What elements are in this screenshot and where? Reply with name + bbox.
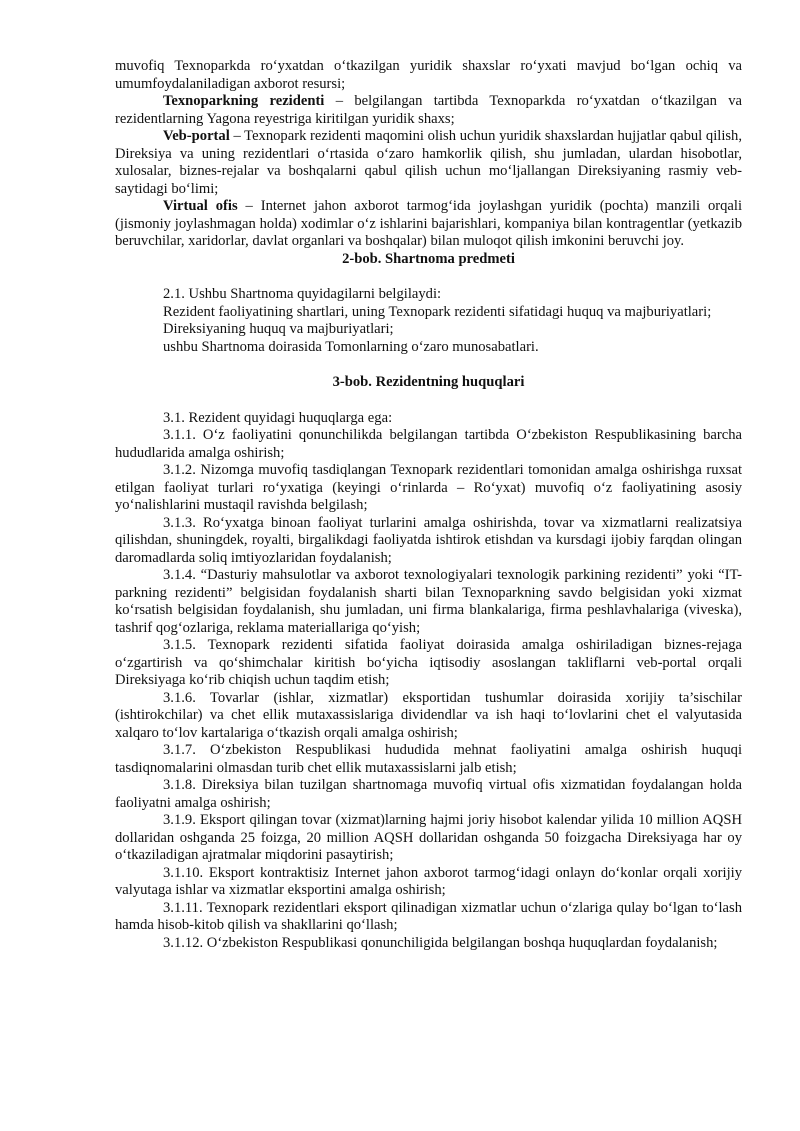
chapter-3-heading: 3-bob. Rezidentning huquqlari [332, 374, 525, 390]
clause-2-1-item: Direksiyaning huquq va majburiyatlari; [163, 321, 394, 337]
definition-term: Virtual ofis [163, 198, 238, 214]
definition-text: – belgilangan tartibda Texnoparkda ro‘yxatdan o‘tkazilgan va rezidentlarning Yagona reyestriga kiritilgan yuridik shaxs; [115, 93, 742, 127]
clause-3-1-5: 3.1.5. Texnopark rezidenti sifatida faoliyat doirasida amalga oshiriladigan biznes-rejaga o‘zgartirish va qo‘shimchalar kiritish bo‘yicha iqtisodiy asoslangan takliflarni veb-portal orqali Direksiyaga ko‘rib chiqish uchun taqdim etish; [115, 637, 742, 688]
clause-3-1-4: 3.1.4. “Dasturiy mahsulotlar va axborot texnologiyalari texnologik parkining rezidenti” yoki “IT-parkning rezidenti” belgisidan foydalanish sharti bilan Texnoparkning savdo belgisidan yoki xizmat ko‘rsatish belgisidan foydalanish, shu jumladan, uni firma blankalariga, firma peshlavhalariga (viveska), tashrif qog‘ozlariga, reklama materiallariga qo‘yish; [115, 567, 742, 636]
intro-continuation: muvofiq Texnoparkda ro‘yxatdan o‘tkazilgan yuridik shaxslar ro‘yxati mavjud bo‘lgan ochiq va umumfoydalaniladigan axborot resursi; [115, 58, 742, 92]
clause-2-1: 2.1. Ushbu Shartnoma quyidagilarni belgilaydi: [163, 286, 442, 302]
clause-3-1-2: 3.1.2. Nizomga muvofiq tasdiqlangan Texnopark rezidentlari tomonidan amalga oshirishga ruxsat etilgan faoliyat turlari ro‘yxatiga (keyingi o‘rinlarda – Ro‘yxat) muvofiq o‘z faoliyatining asosiy yo‘nalishlarini mustaqil ravishda belgilash; [115, 462, 742, 513]
clause-3-1-9: 3.1.9. Eksport qilingan tovar (xizmat)larning hajmi joriy hisobot kalendar yilida 10 million AQSH dollaridan oshganda 25 foizga, 20 million AQSH dollaridan oshganda 50 foizgacha Direksiyaga har oy o‘tkaziladigan ajratmalar miqdorini pasaytirish; [115, 812, 742, 863]
clause-3-1-11: 3.1.11. Texnopark rezidentlari eksport qilinadigan xizmatlar uchun o‘zlariga qulay bo‘lgan to‘lash hamda hisob-kitob qilish va shakllarini qo‘llash; [115, 899, 742, 933]
clause-3-1-3: 3.1.3. Ro‘yxatga binoan faoliyat turlarini amalga oshirishda, tovar va xizmatlarni realizatsiya qilishdan, shuningdek, royalti, birgalikdagi faoliyatda ishtirok etishdan va kursdagi ijobiy farqdan olingan daromadlarda soliq imtiyozlaridan foydalanish; [115, 514, 742, 566]
clause-3-1-6: 3.1.6. Tovarlar (ishlar, xizmatlar) eksportidan tushumlar doirasida xorijiy ta’sischilar (ishtirokchilar) va chet ellik mutaxassislariga dividendlar va ish haqi to‘lovlarini chet el valyutasida xalqaro to‘lov kartalariga o‘tkazish orqali amalga oshirish; [115, 689, 742, 741]
chapter-2-heading: 2-bob. Shartnoma predmeti [342, 250, 515, 267]
clause-3-1-10: 3.1.10. Eksport kontraktisiz Internet jahon axborot tarmog‘idagi onlayn do‘konlar orqali xorijiy valyutaga ishlar va xizmatlar eksportini amalga oshirish; [115, 864, 742, 898]
clause-3-1-12: 3.1.12. O‘zbekiston Respublikasi qonunchiligida belgilangan boshqa huquqlardan foydalanish; [163, 934, 718, 951]
clause-3-1-1: 3.1.1. O‘z faoliyatini qonunchilikda belgilangan tartibda O‘zbekiston Respublikasining barcha hududlarida amalga oshirish; [115, 427, 742, 461]
clause-2-1-item: Rezident faoliyatining shartlari, uning Texnopark rezidenti sifatidagi huquq va majburiyatlari; [163, 303, 712, 320]
definition-term: Veb-portal [163, 128, 230, 144]
definition-text: – Internet jahon axborot tarmog‘ida joylashgan yuridik (pochta) manzili orqali (jismoniy joylashmagan holda) xodimlar o‘z ishlarini bajarishlari, kompaniya bilan kontragentlar (yetkazib beruvchilar, xaridorlar, davlat organlari va boshqalar) bilan muloqot qilish imkonini beruvchi joy. [115, 198, 742, 249]
clause-3-1-7: 3.1.7. O‘zbekiston Respublikasi hududida mehnat faoliyatini amalga oshirish huquqi tasdiqnomalarini olmasdan turib chet ellik mutaxassislarni jalb etish; [115, 742, 742, 776]
definition-term: Texnoparkning rezidenti [163, 93, 325, 109]
clause-3-1-8: 3.1.8. Direksiya bilan tuzilgan shartnomaga muvofiq virtual ofis xizmatidan foydalangan holda faoliyatni amalga oshirish; [115, 777, 742, 811]
definition-veb-portal [115, 128, 742, 198]
definition-text: – Texnopark rezidenti maqomini olish uchun yuridik shaxslardan hujjatlar qabul qilish, Direksiya va uning rezidentlari o‘rtasida o‘zaro hamkorlik qilish, shu jumladan, ulardan hisobotlar, xulosalar, biznes-rejalar va boshqalarni qabul qilish uchun mo‘ljallangan Direksiyaning rasmiy veb-saytidagi bo‘limi; [115, 128, 742, 197]
definition-virtual-ofis [115, 198, 742, 251]
clause-2-1-item: ushbu Shartnoma doirasida Tomonlarning o‘zaro munosabatlari. [163, 338, 539, 355]
definition-rezident [115, 93, 742, 128]
clause-3-1: 3.1. Rezident quyidagi huquqlarga ega: [163, 409, 393, 426]
